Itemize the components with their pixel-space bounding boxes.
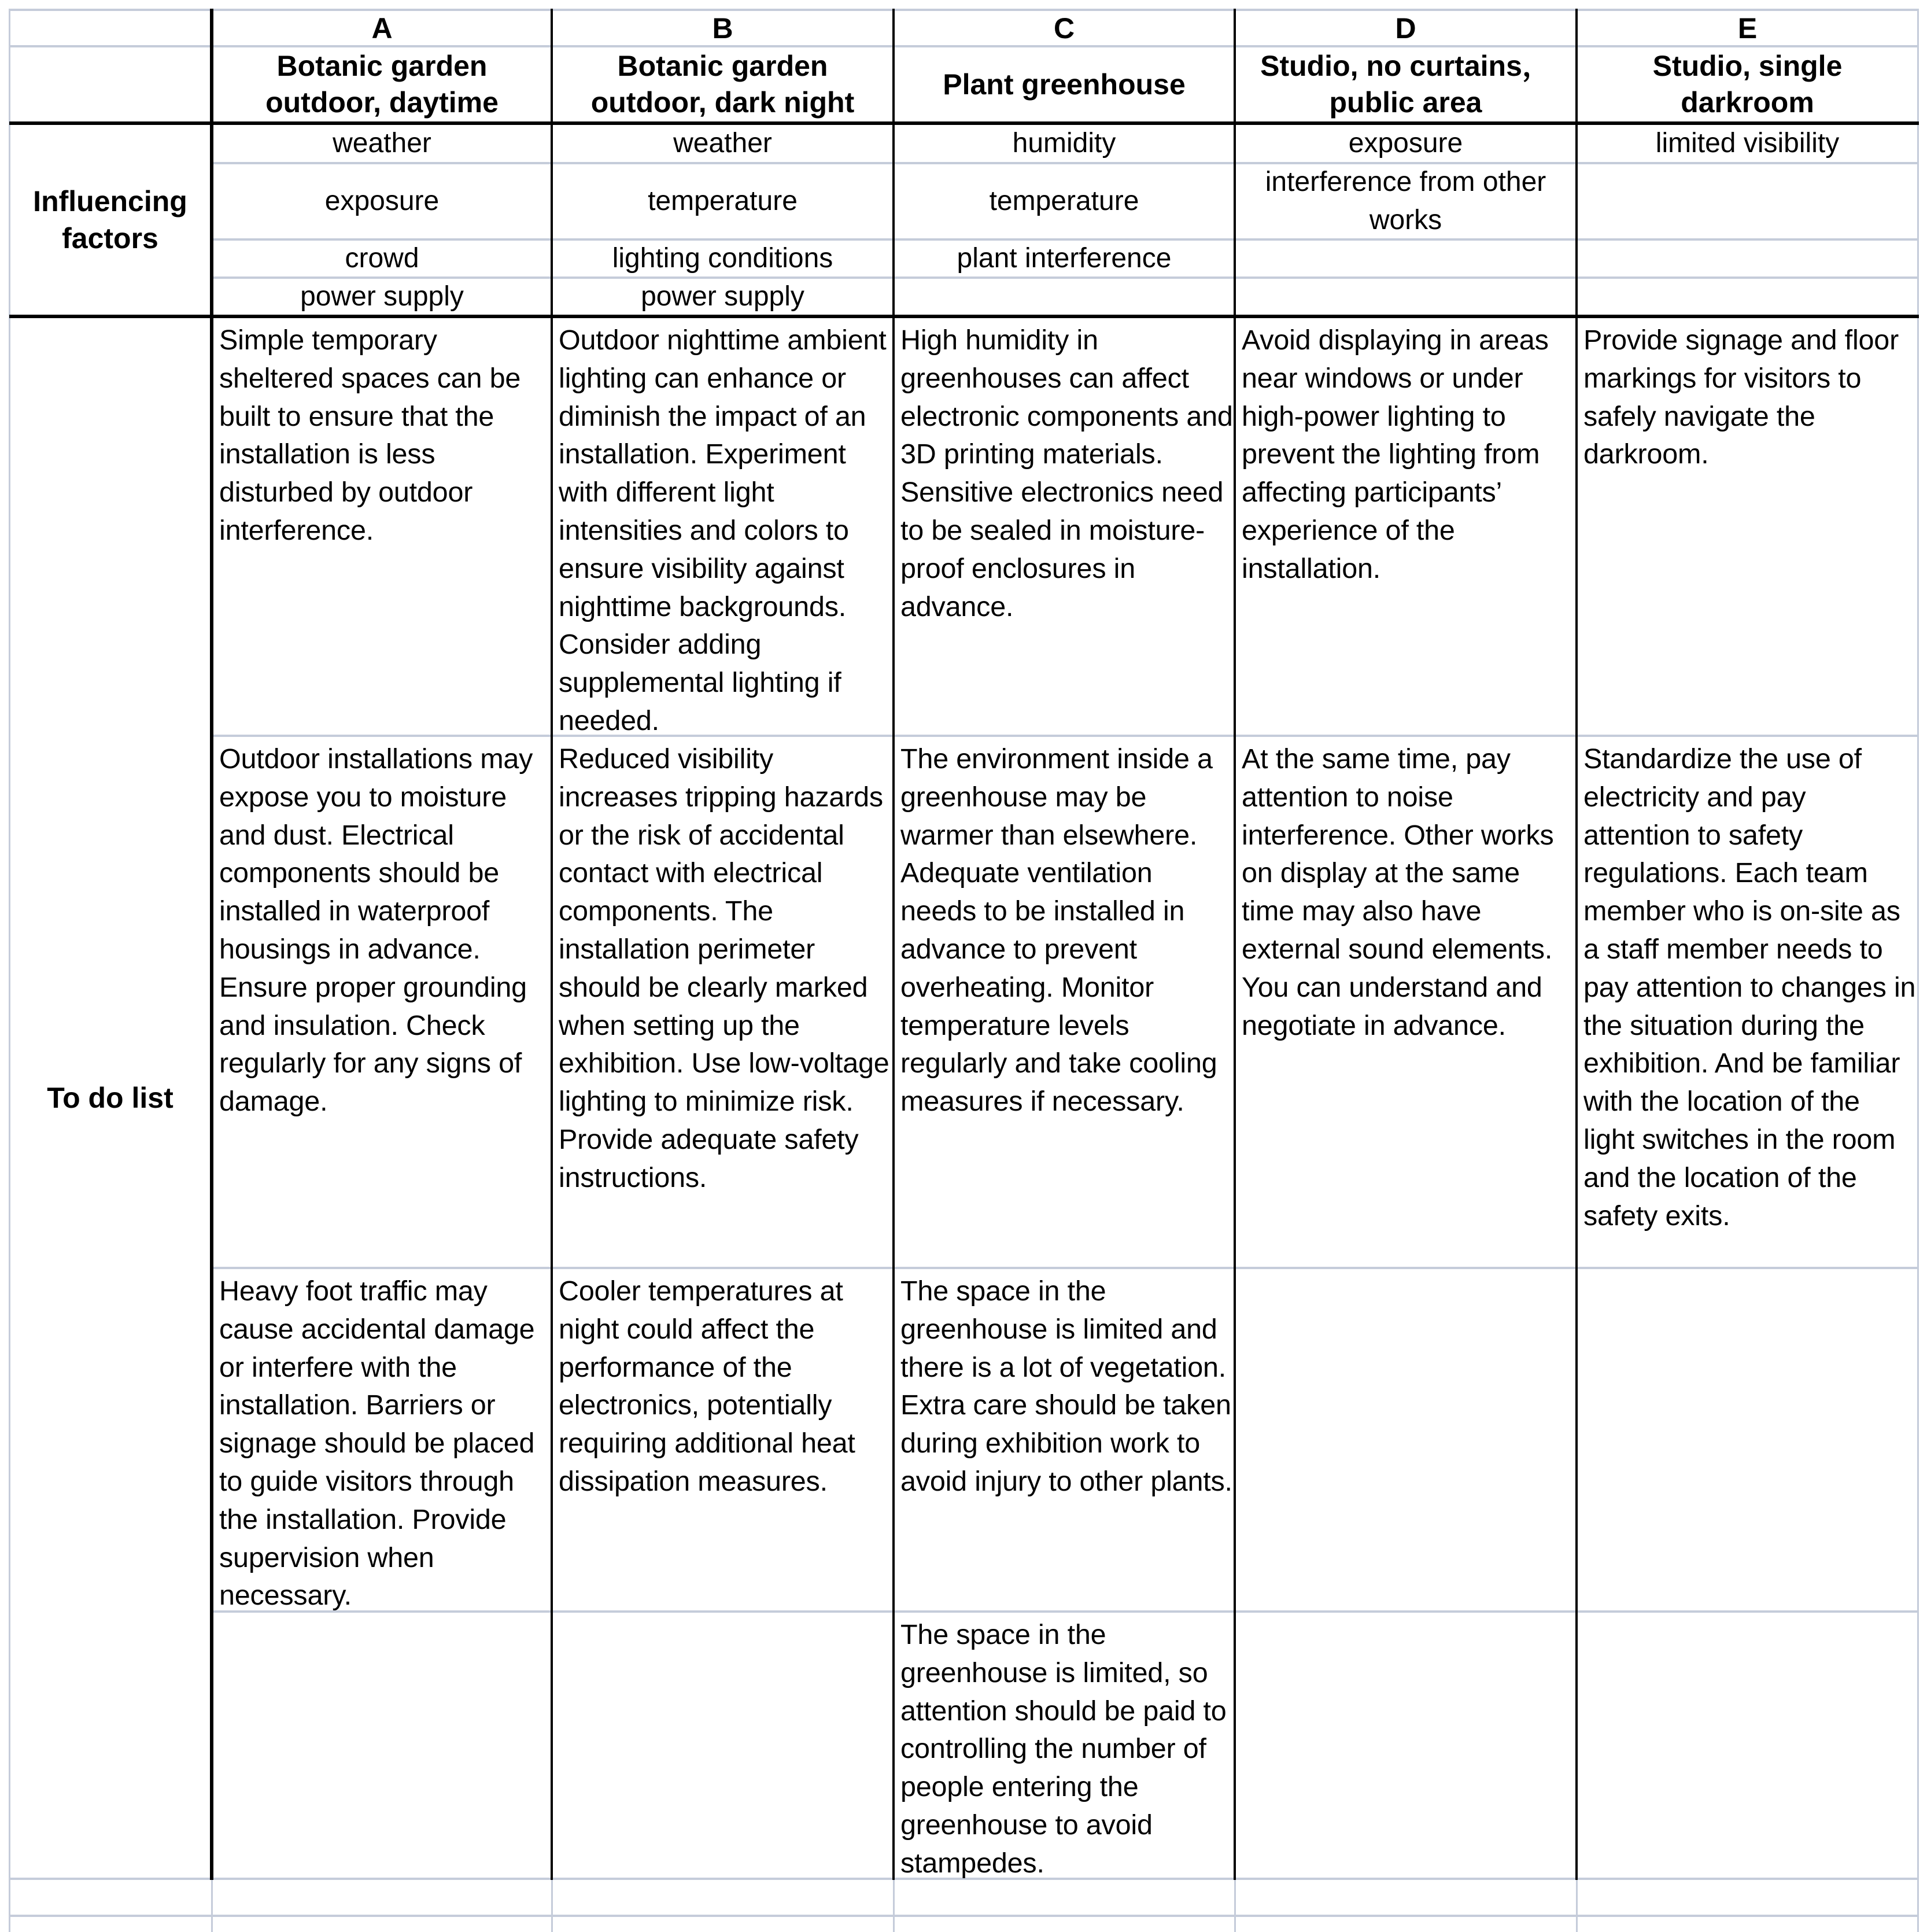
factor-cell-d: interference from other works [1265, 167, 1546, 235]
todo-cell-b [553, 1613, 892, 1878]
column-title-b: Botanic garden outdoor, dark night [590, 50, 855, 119]
todo-cell-e [1578, 1269, 1917, 1610]
todo-cell-c: The environment inside a greenhouse may be warmer than elsewhere. Adequate ventilation needs to be installed in advance to prevent overheating. Monitor temperature levels regularly and take cooling measures if necessary. [900, 743, 1217, 1118]
row-label-influencing-factors: Influencing factors [33, 185, 187, 255]
column-title-e: Studio, single darkroom [1652, 50, 1843, 119]
column-letter-b: B [712, 12, 733, 45]
factor-cell-e [1578, 164, 1917, 238]
factor-cell-c: temperature [989, 186, 1139, 216]
factor-cell-c: plant interference [957, 243, 1172, 274]
factor-cell-b: temperature [648, 186, 798, 216]
todo-cell-c: High humidity in greenhouses can affect electronic components and 3D printing materials. Sensitive electronics need to be sealed in moisture-proof enclosures in advance. [900, 325, 1233, 622]
factor-cell-b: power supply [641, 281, 804, 312]
column-letter-e: E [1737, 12, 1758, 45]
todo-cell-d [1236, 1613, 1575, 1878]
factor-cell-e [1578, 279, 1917, 315]
gridline [9, 1915, 1919, 1917]
todo-cell-d: Avoid displaying in areas near windows or under high-power lighting to prevent the lighting from affecting participants’ experience of the installation. [1242, 325, 1549, 584]
todo-cell-d [1236, 1269, 1575, 1610]
factor-cell-b: weather [673, 128, 772, 158]
factor-cell-b: lighting conditions [612, 243, 833, 274]
factor-cell-d [1236, 279, 1575, 315]
factor-cell-a: exposure [324, 186, 440, 216]
column-title-d: Studio, no curtains， public area [1260, 50, 1551, 119]
column-title-a: Botanic garden outdoor, daytime [265, 50, 499, 119]
todo-cell-a: Outdoor installations may expose you to moisture and dust. Electrical components should be installed in waterproof housings in advance. Ensure proper grounding and insulation. Check regularly for any signs of damage. [219, 743, 533, 1118]
todo-cell-b: Outdoor nighttime ambient lighting can enhance or diminish the impact of an installation. Experiment with different light intensities and colors to ensure visibility against nighttime backgrounds. Consider adding supplemental lighting if needed. [559, 325, 887, 736]
todo-cell-d: At the same time, pay attention to noise interference. Other works on display at the same time may also have external sound elements. You can understand and negotiate in advance. [1242, 743, 1554, 1041]
todo-cell-e [1578, 1613, 1917, 1878]
column-letter-c: C [1053, 12, 1075, 45]
gridline [551, 1879, 553, 1932]
todo-cell-b: Reduced visibility increases tripping hazards or the risk of accidental contact with electrical components. The installation perimeter should be clearly marked when setting up the exhibition. Use low-voltage lighting to minimize risk. Provide adequate safety instructions. [559, 743, 889, 1193]
column-letter-a: A [371, 12, 393, 45]
gridline [1917, 9, 1919, 1932]
gridline [1234, 1879, 1236, 1932]
todo-cell-a: Simple temporary sheltered spaces can be built to ensure that the installation is less disturbed by outdoor interference. [219, 325, 521, 546]
todo-cell-e: Standardize the use of electricity and pay attention to safety regulations. Each team member who is on-site as a staff member needs to pay attention to changes in the situation during the exhibition. And be familiar with the location of the light switches in the room and the location of the safety exits. [1583, 743, 1916, 1232]
factor-cell-c [895, 279, 1234, 315]
column-title-c: Plant greenhouse [943, 68, 1186, 101]
todo-cell-b: Cooler temperatures at night could affect the performance of the electronics, potentially requiring additional heat dissipation measures. [559, 1275, 855, 1497]
column-letter-d: D [1395, 12, 1416, 45]
todo-cell-e: Provide signage and floor markings for visitors to safely navigate the darkroom. [1583, 325, 1899, 470]
factor-cell-a: weather [333, 128, 431, 158]
todo-cell-a: Heavy foot traffic may cause accidental damage or interfere with the installation. Barriers or signage should be placed to guide visitors through the installation. Provide supervision when necessary. [219, 1275, 535, 1612]
factor-cell-d [1236, 241, 1575, 276]
todo-cell-a [213, 1613, 551, 1878]
gridline [211, 1879, 213, 1932]
todo-cell-c: The space in the greenhouse is limited, so attention should be paid to controlling the number of people entering the greenhouse to avoid stampedes. [900, 1619, 1227, 1879]
gridline [1576, 1879, 1578, 1932]
factor-cell-e: limited visibility [1655, 128, 1840, 158]
factor-cell-c: humidity [1012, 128, 1116, 158]
gridline [893, 1879, 895, 1932]
factor-cell-a: crowd [345, 243, 419, 274]
factor-cell-a: power supply [300, 281, 464, 312]
factor-cell-e [1578, 241, 1917, 276]
factor-cell-d: exposure [1348, 128, 1463, 158]
row-label-to-do-list: To do list [47, 1082, 173, 1114]
todo-cell-c: The space in the greenhouse is limited and there is a lot of vegetation. Extra care should be taken during exhibition work to avoid injury to other plants. [900, 1275, 1232, 1497]
